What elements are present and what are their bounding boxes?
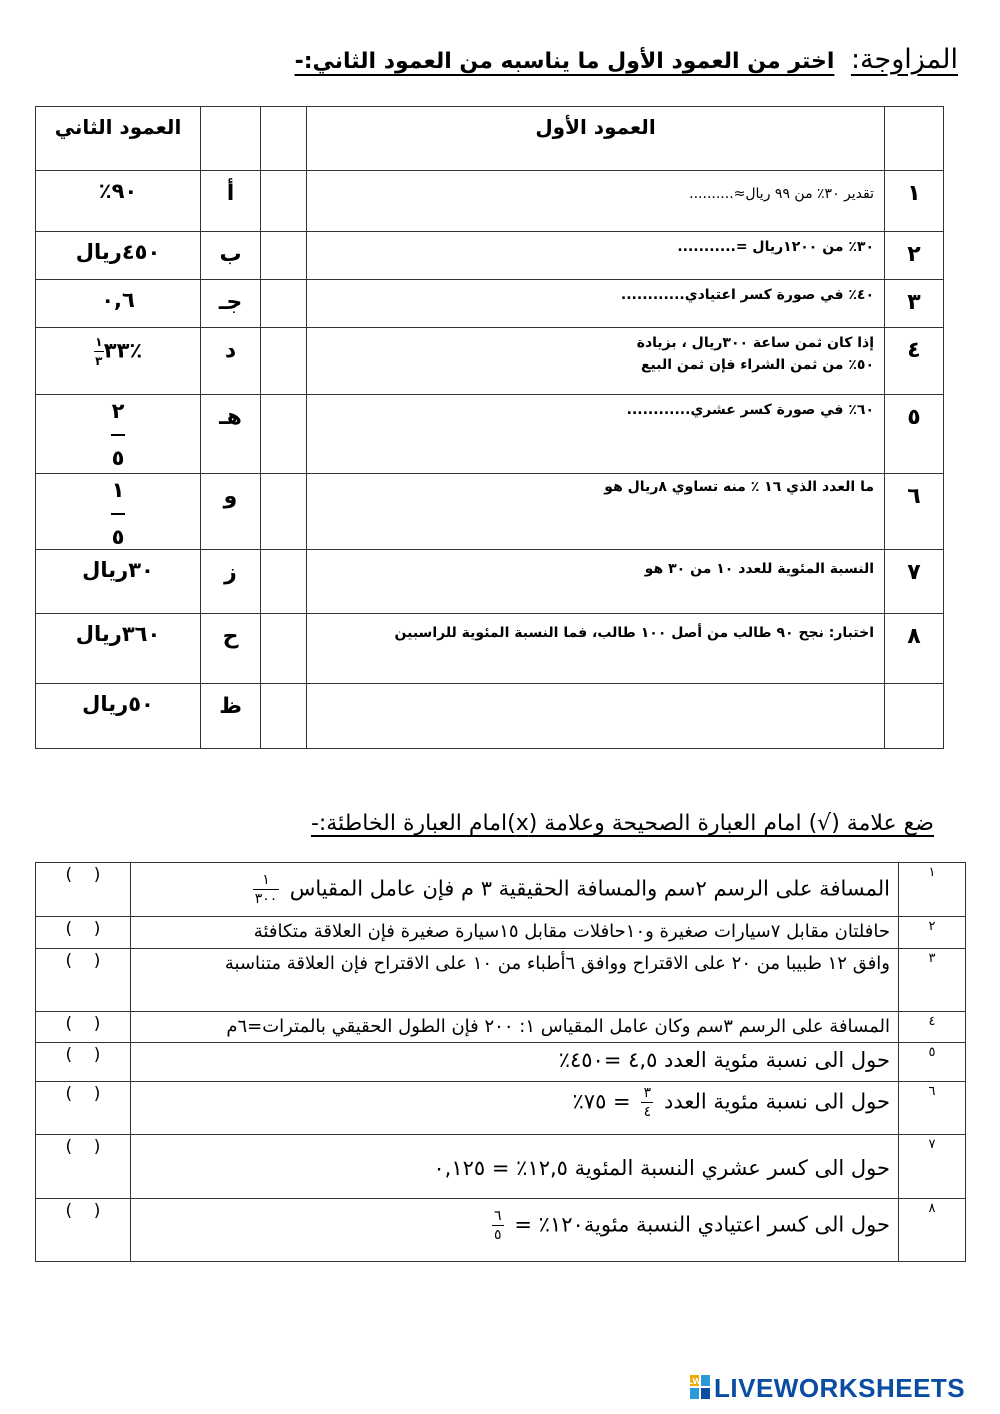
col-first-header: العمود الأول <box>307 107 885 171</box>
answer-cell: ٥٠ريال <box>36 684 201 749</box>
answer-cell <box>36 474 201 550</box>
question-text: ٦٠٪ في صورة كسر عشري............ <box>307 395 885 474</box>
question-text <box>307 684 885 749</box>
question-number: ٣ <box>885 280 944 328</box>
question-text: النسبة المئوية للعدد ١٠ من ٣٠ هو <box>307 550 885 614</box>
answer-percent: ٪ <box>129 338 143 363</box>
statement-text: حول الى نسبة مئوية العدد ٣ ٤ = ٧٥٪ <box>131 1082 899 1135</box>
statement-number: ٤ <box>899 1012 966 1043</box>
answer-box[interactable]: ( ) <box>36 1135 131 1199</box>
answer-whole: ٣٣ <box>103 338 130 363</box>
table-row <box>36 280 944 328</box>
answer-letter: ح <box>201 614 261 684</box>
statement-fraction: ٣ ٤ <box>641 1086 653 1119</box>
question-number: ٤ <box>885 328 944 395</box>
answer-fraction: ١ ٥ <box>111 478 125 549</box>
question-number: ٧ <box>885 550 944 614</box>
match-slot[interactable] <box>261 614 307 684</box>
statement-number: ٢ <box>899 917 966 949</box>
answer-box[interactable]: ( ) <box>36 1082 131 1135</box>
table-row <box>36 1012 966 1043</box>
match-slot[interactable] <box>261 550 307 614</box>
statement-fraction: ٦ ٥ <box>492 1209 504 1242</box>
question-text: تقدير ٣٠٪ من ٩٩ ريال≈.......... <box>307 171 885 232</box>
answer-letter: هـ <box>201 395 261 474</box>
answer-fraction: ٢ ٥ <box>111 399 125 470</box>
statement-text: حافلتان مقابل ٧سيارات صغيرة و١٠حافلات مقابل ١٥سيارة صغيرة فإن العلاقة متكافئة <box>131 917 899 949</box>
answer-cell: ٣٦٠ريال <box>36 614 201 684</box>
answer-letter: ب <box>201 232 261 280</box>
statement-number: ٧ <box>899 1135 966 1199</box>
question-text: إذا كان ثمن ساعة ٣٠٠ريال ، بزيادة ٥٠٪ من ثمن الشراء فإن ثمن البيع <box>307 328 885 395</box>
question-number <box>885 684 944 749</box>
statement-text: وافق ١٢ طبيبا من ٢٠ على الاقتراح ووافق ٦أطباء من ١٠ على الاقتراح فإن العلاقة متناسبة <box>131 949 899 1012</box>
statement-text: حول الى كسر اعتيادي النسبة مئوية١٢٠٪ = ٦ ٥ <box>131 1199 899 1262</box>
matching-label: المزاوجة: <box>850 44 958 75</box>
watermark-text: LIVEWORKSHEETS <box>714 1373 966 1403</box>
table-row <box>36 1135 966 1199</box>
true-false-instruction: ضع علامة (√) امام العبارة الصحيحة وعلامة (x)امام العبارة الخاطئة:- <box>310 811 934 836</box>
table-row <box>36 614 944 684</box>
question-text: ٤٠٪ في صورة كسر اعتيادي............ <box>307 280 885 328</box>
col-second-header: العمود الثاني <box>36 107 201 171</box>
match-slot[interactable] <box>261 280 307 328</box>
true-false-table <box>35 862 966 1262</box>
match-slot[interactable] <box>261 395 307 474</box>
match-slot[interactable] <box>261 171 307 232</box>
table-row <box>36 684 944 749</box>
statement-text: المسافة على الرسم ٢سم والمسافة الحقيقية ٣ م فإن عامل المقياس ١ ٣٠٠ <box>131 863 899 917</box>
svg-text:LW: LW <box>687 1377 702 1386</box>
answer-cell: ٣٠ريال <box>36 550 201 614</box>
table-row <box>36 863 966 917</box>
statement-fraction: ١ ٣٠٠ <box>254 872 278 907</box>
answer-letter: و <box>201 474 261 550</box>
statement-text: حول الى كسر عشري النسبة المئوية ١٢,٥٪ = ٠,١٢٥ <box>131 1135 899 1199</box>
question-number: ١ <box>885 171 944 232</box>
table-row <box>36 232 944 280</box>
answer-cell <box>36 395 201 474</box>
table-row <box>36 550 944 614</box>
match-slot[interactable] <box>261 684 307 749</box>
table-header-row <box>36 107 944 171</box>
table-row <box>36 917 966 949</box>
matching-section-title <box>238 38 958 84</box>
answer-box[interactable]: ( ) <box>36 949 131 1012</box>
matching-instruction: اختر من العمود الأول ما يناسبه من العمود الثاني:- <box>294 49 835 74</box>
answer-letter: د <box>201 328 261 395</box>
match-slot[interactable] <box>261 232 307 280</box>
answer-box[interactable]: ( ) <box>36 863 131 917</box>
statement-text: حول الى نسبة مئوية العدد ٤,٥ =٤٥٠٪ <box>131 1043 899 1082</box>
table-row <box>36 1043 966 1082</box>
answer-box[interactable]: ( ) <box>36 1043 131 1082</box>
match-slot[interactable] <box>261 474 307 550</box>
answer-fraction: $\frac{١}{٣}$ <box>95 335 103 368</box>
answer-letter: ز <box>201 550 261 614</box>
statement-text: المسافة على الرسم ٣سم وكان عامل المقياس ١: ٢٠٠ فإن الطول الحقيقي بالمترات=٦م <box>131 1012 899 1043</box>
question-number: ٨ <box>885 614 944 684</box>
liveworksheets-logo-icon <box>687 1375 710 1399</box>
match-slot[interactable] <box>261 328 307 395</box>
statement-number: ٣ <box>899 949 966 1012</box>
statement-number: ٦ <box>899 1082 966 1135</box>
question-number: ٢ <box>885 232 944 280</box>
answer-box[interactable]: ( ) <box>36 917 131 949</box>
table-row <box>36 395 944 474</box>
answer-letter: أ <box>201 171 261 232</box>
table-row <box>36 171 944 232</box>
answer-box[interactable]: ( ) <box>36 1199 131 1262</box>
table-row <box>36 949 966 1012</box>
answer-cell: ٠,٦ <box>36 280 201 328</box>
table-row <box>36 1082 966 1135</box>
answer-letter: ظ <box>201 684 261 749</box>
statement-number: ٥ <box>899 1043 966 1082</box>
table-row <box>36 474 944 550</box>
statement-number: ٨ <box>899 1199 966 1262</box>
question-text: ما العدد الذي ١٦ ٪ منه تساوي ٨ريال هو <box>307 474 885 550</box>
answer-cell: ٤٥٠ريال <box>36 232 201 280</box>
answer-box[interactable]: ( ) <box>36 1012 131 1043</box>
table-row <box>36 1199 966 1262</box>
question-text: ٣٠٪ من ١٢٠٠ريال =........... <box>307 232 885 280</box>
answer-letter: جـ <box>201 280 261 328</box>
liveworksheets-watermark <box>687 1373 990 1403</box>
table-row <box>36 328 944 395</box>
question-number: ٦ <box>885 474 944 550</box>
answer-cell: ٩٠٪ <box>36 171 201 232</box>
question-text: اختبار: نجح ٩٠ طالب من أصل ١٠٠ طالب، فما النسبة المئوية للراسبين <box>307 614 885 684</box>
answer-cell <box>36 328 201 395</box>
question-number: ٥ <box>885 395 944 474</box>
matching-table <box>35 106 944 749</box>
statement-number: ١ <box>899 863 966 917</box>
